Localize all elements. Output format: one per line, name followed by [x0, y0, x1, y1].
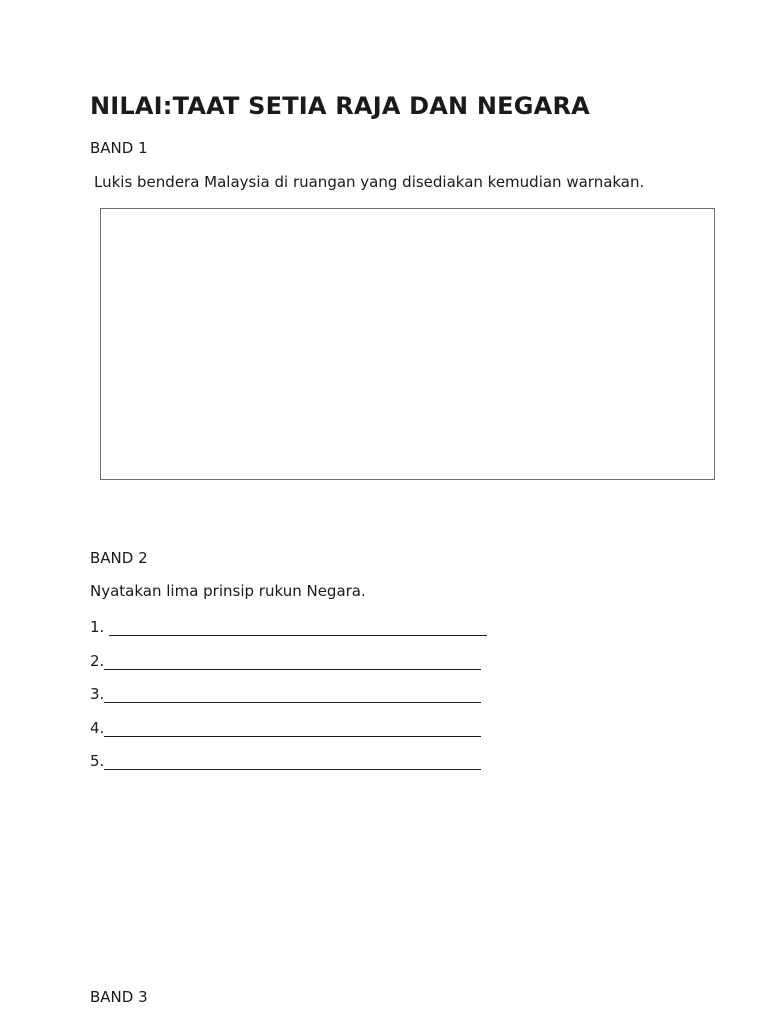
band-2-instruction: Nyatakan lima prinsip rukun Negara.	[90, 582, 366, 600]
answer-blank[interactable]	[104, 753, 481, 770]
page-title: NILAI:TAAT SETIA RAJA DAN NEGARA	[90, 92, 590, 120]
answer-number: 3.	[90, 685, 105, 703]
answer-blank[interactable]	[104, 653, 481, 670]
answer-line-1	[90, 616, 487, 636]
answer-blank[interactable]	[104, 686, 481, 703]
answer-line-3	[90, 683, 481, 703]
answer-number: 2.	[90, 652, 105, 670]
answer-number: 1.	[90, 618, 110, 636]
band-3-heading: BAND 3	[90, 988, 148, 1006]
band-2-heading: BAND 2	[90, 549, 148, 567]
answer-blank[interactable]	[104, 720, 481, 737]
answer-line-2	[90, 650, 481, 670]
answer-number: 4.	[90, 719, 105, 737]
answer-blank[interactable]	[109, 619, 487, 636]
answer-line-4	[90, 717, 481, 737]
band-1-heading: BAND 1	[90, 139, 148, 157]
answer-line-5	[90, 750, 481, 770]
band-1-instruction: Lukis bendera Malaysia di ruangan yang disediakan kemudian warnakan.	[94, 173, 645, 191]
answer-number: 5.	[90, 752, 105, 770]
flag-drawing-box[interactable]	[100, 208, 715, 480]
